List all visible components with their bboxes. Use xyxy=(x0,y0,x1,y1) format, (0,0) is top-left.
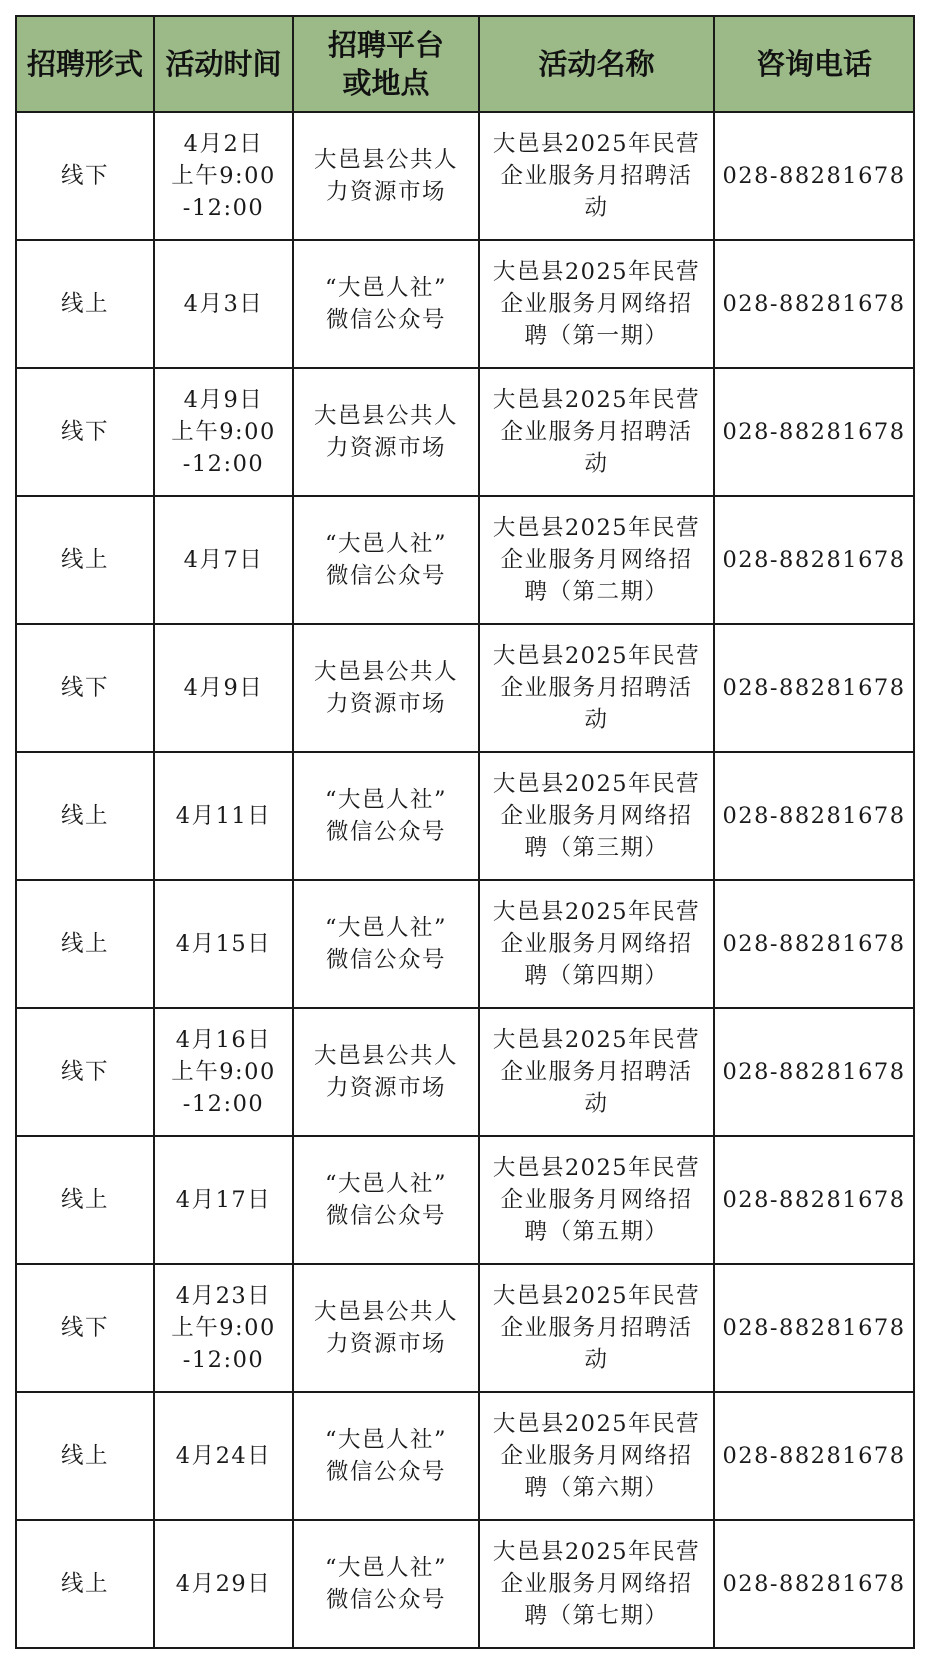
cell-contact-phone: 028-88281678 xyxy=(714,496,914,624)
cell-recruitment-form: 线上 xyxy=(16,752,154,880)
table-row xyxy=(16,1136,914,1264)
cell-event-time: 4月29日 xyxy=(154,1520,293,1648)
cell-event-name: 大邑县2025年民营 企业服务月网络招 聘（第五期） xyxy=(479,1136,714,1264)
cell-event-name: 大邑县2025年民营 企业服务月网络招 聘（第二期） xyxy=(479,496,714,624)
table-row xyxy=(16,368,914,496)
cell-recruitment-form: 线上 xyxy=(16,496,154,624)
cell-event-time: 4月2日 上午9:00 -12:00 xyxy=(154,112,293,240)
cell-recruitment-form: 线下 xyxy=(16,624,154,752)
cell-contact-phone: 028-88281678 xyxy=(714,1264,914,1392)
cell-contact-phone: 028-88281678 xyxy=(714,368,914,496)
cell-platform-location: “大邑人社” 微信公众号 xyxy=(293,1392,479,1520)
cell-event-name: 大邑县2025年民营 企业服务月网络招 聘（第四期） xyxy=(479,880,714,1008)
header-row xyxy=(16,16,914,112)
cell-recruitment-form: 线上 xyxy=(16,1392,154,1520)
cell-platform-location: 大邑县公共人 力资源市场 xyxy=(293,112,479,240)
table-row xyxy=(16,496,914,624)
table-row xyxy=(16,624,914,752)
cell-event-time: 4月3日 xyxy=(154,240,293,368)
cell-event-name: 大邑县2025年民营 企业服务月网络招 聘（第三期） xyxy=(479,752,714,880)
cell-contact-phone: 028-88281678 xyxy=(714,1392,914,1520)
cell-event-name: 大邑县2025年民营 企业服务月招聘活 动 xyxy=(479,368,714,496)
cell-event-name: 大邑县2025年民营 企业服务月招聘活 动 xyxy=(479,1264,714,1392)
cell-platform-location: 大邑县公共人 力资源市场 xyxy=(293,1264,479,1392)
cell-event-time: 4月23日 上午9:00 -12:00 xyxy=(154,1264,293,1392)
table-header xyxy=(16,16,914,112)
cell-recruitment-form: 线上 xyxy=(16,240,154,368)
cell-event-time: 4月9日 xyxy=(154,624,293,752)
cell-event-time: 4月24日 xyxy=(154,1392,293,1520)
cell-contact-phone: 028-88281678 xyxy=(714,112,914,240)
cell-contact-phone: 028-88281678 xyxy=(714,624,914,752)
table-row xyxy=(16,752,914,880)
cell-platform-location: “大邑人社” 微信公众号 xyxy=(293,1520,479,1648)
cell-platform-location: “大邑人社” 微信公众号 xyxy=(293,240,479,368)
cell-recruitment-form: 线上 xyxy=(16,1136,154,1264)
cell-platform-location: “大邑人社” 微信公众号 xyxy=(293,496,479,624)
table-row xyxy=(16,1520,914,1648)
table-row xyxy=(16,1392,914,1520)
cell-event-name: 大邑县2025年民营 企业服务月网络招 聘（第六期） xyxy=(479,1392,714,1520)
cell-recruitment-form: 线下 xyxy=(16,1008,154,1136)
header-recruitment-form: 招聘形式 xyxy=(16,16,154,112)
cell-event-time: 4月15日 xyxy=(154,880,293,1008)
cell-event-name: 大邑县2025年民营 企业服务月招聘活 动 xyxy=(479,624,714,752)
cell-contact-phone: 028-88281678 xyxy=(714,1008,914,1136)
table-row xyxy=(16,1008,914,1136)
table-row xyxy=(16,112,914,240)
recruitment-schedule-table xyxy=(15,15,915,1649)
cell-platform-location: “大邑人社” 微信公众号 xyxy=(293,752,479,880)
cell-event-time: 4月9日 上午9:00 -12:00 xyxy=(154,368,293,496)
table-body xyxy=(16,112,914,1648)
table-row xyxy=(16,240,914,368)
cell-recruitment-form: 线下 xyxy=(16,1264,154,1392)
cell-contact-phone: 028-88281678 xyxy=(714,880,914,1008)
cell-platform-location: 大邑县公共人 力资源市场 xyxy=(293,624,479,752)
cell-event-name: 大邑县2025年民营 企业服务月招聘活 动 xyxy=(479,112,714,240)
cell-recruitment-form: 线上 xyxy=(16,1520,154,1648)
cell-contact-phone: 028-88281678 xyxy=(714,1136,914,1264)
cell-event-name: 大邑县2025年民营 企业服务月网络招 聘（第七期） xyxy=(479,1520,714,1648)
cell-recruitment-form: 线下 xyxy=(16,368,154,496)
cell-recruitment-form: 线下 xyxy=(16,112,154,240)
cell-event-time: 4月16日 上午9:00 -12:00 xyxy=(154,1008,293,1136)
table-row xyxy=(16,1264,914,1392)
table-row xyxy=(16,880,914,1008)
header-contact-phone: 咨询电话 xyxy=(714,16,914,112)
cell-event-time: 4月11日 xyxy=(154,752,293,880)
cell-event-name: 大邑县2025年民营 企业服务月招聘活 动 xyxy=(479,1008,714,1136)
header-platform-location: 招聘平台 或地点 xyxy=(293,16,479,112)
cell-event-name: 大邑县2025年民营 企业服务月网络招 聘（第一期） xyxy=(479,240,714,368)
cell-platform-location: 大邑县公共人 力资源市场 xyxy=(293,368,479,496)
header-event-time: 活动时间 xyxy=(154,16,293,112)
cell-platform-location: “大邑人社” 微信公众号 xyxy=(293,1136,479,1264)
cell-event-time: 4月17日 xyxy=(154,1136,293,1264)
cell-platform-location: “大邑人社” 微信公众号 xyxy=(293,880,479,1008)
cell-contact-phone: 028-88281678 xyxy=(714,1520,914,1648)
cell-recruitment-form: 线上 xyxy=(16,880,154,1008)
cell-platform-location: 大邑县公共人 力资源市场 xyxy=(293,1008,479,1136)
cell-contact-phone: 028-88281678 xyxy=(714,752,914,880)
cell-contact-phone: 028-88281678 xyxy=(714,240,914,368)
cell-event-time: 4月7日 xyxy=(154,496,293,624)
header-event-name: 活动名称 xyxy=(479,16,714,112)
